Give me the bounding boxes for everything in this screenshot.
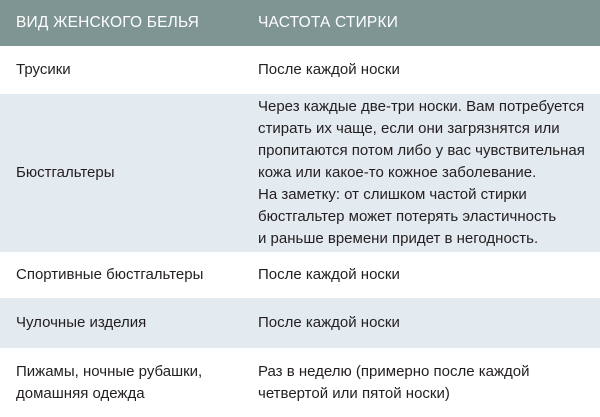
row-frequency-note: бюстгальтер может потерять эластичность [258,208,557,225]
row-frequency-text: Через каждые две-три носки. Вам потребуется [258,98,585,115]
row-frequency-text: После каждой носки [258,266,400,283]
row-type-text: Чулочные изделия [16,314,147,331]
row-frequency-text: Раз в неделю (примерно после каждой [258,362,530,380]
table-row [0,348,600,417]
row-frequency-text: После каждой носки [258,61,400,78]
row-frequency-cell [258,348,590,417]
row-frequency-text: кожа или какое-то кожное заболевание. [258,164,537,181]
row-type-cell [16,348,246,417]
row-type-text: Бюстгальтеры [16,164,115,181]
row-type-cell [16,94,246,252]
row-frequency-text: пропитаются потом либо у вас чувствительная [258,142,585,159]
row-frequency-cell [258,94,590,252]
row-frequency-cell [258,298,590,348]
header-frequency-label: ЧАСТОТА СТИРКИ [258,14,399,31]
row-type-text: Трусики [16,61,71,78]
table-row [0,252,600,298]
header-type-label: ВИД ЖЕНСКОГО БЕЛЬЯ [16,14,200,31]
row-frequency-note: На заметку: от слишком частой стирки [258,186,527,203]
row-frequency-cell [258,252,590,298]
row-type-text: Пижамы, ночные рубашки, [16,362,203,380]
row-type-text: Спортивные бюстгальтеры [16,266,204,283]
table-header [0,0,600,46]
table-row [0,46,600,94]
row-type-cell [16,252,246,298]
row-type-cell [16,298,246,348]
row-frequency-cell [258,46,590,94]
table-row [0,94,600,252]
row-frequency-text: После каждой носки [258,314,400,331]
row-type-cell [16,46,246,94]
row-frequency-text: четвертой или пятой носки) [258,384,450,402]
table-row [0,298,600,348]
row-type-text: домашняя одежда [16,384,145,402]
row-frequency-note: и раньше времени придет в негодность. [258,230,539,247]
row-frequency-text: стирать их чаще, если они загрязнятся или [258,120,560,137]
